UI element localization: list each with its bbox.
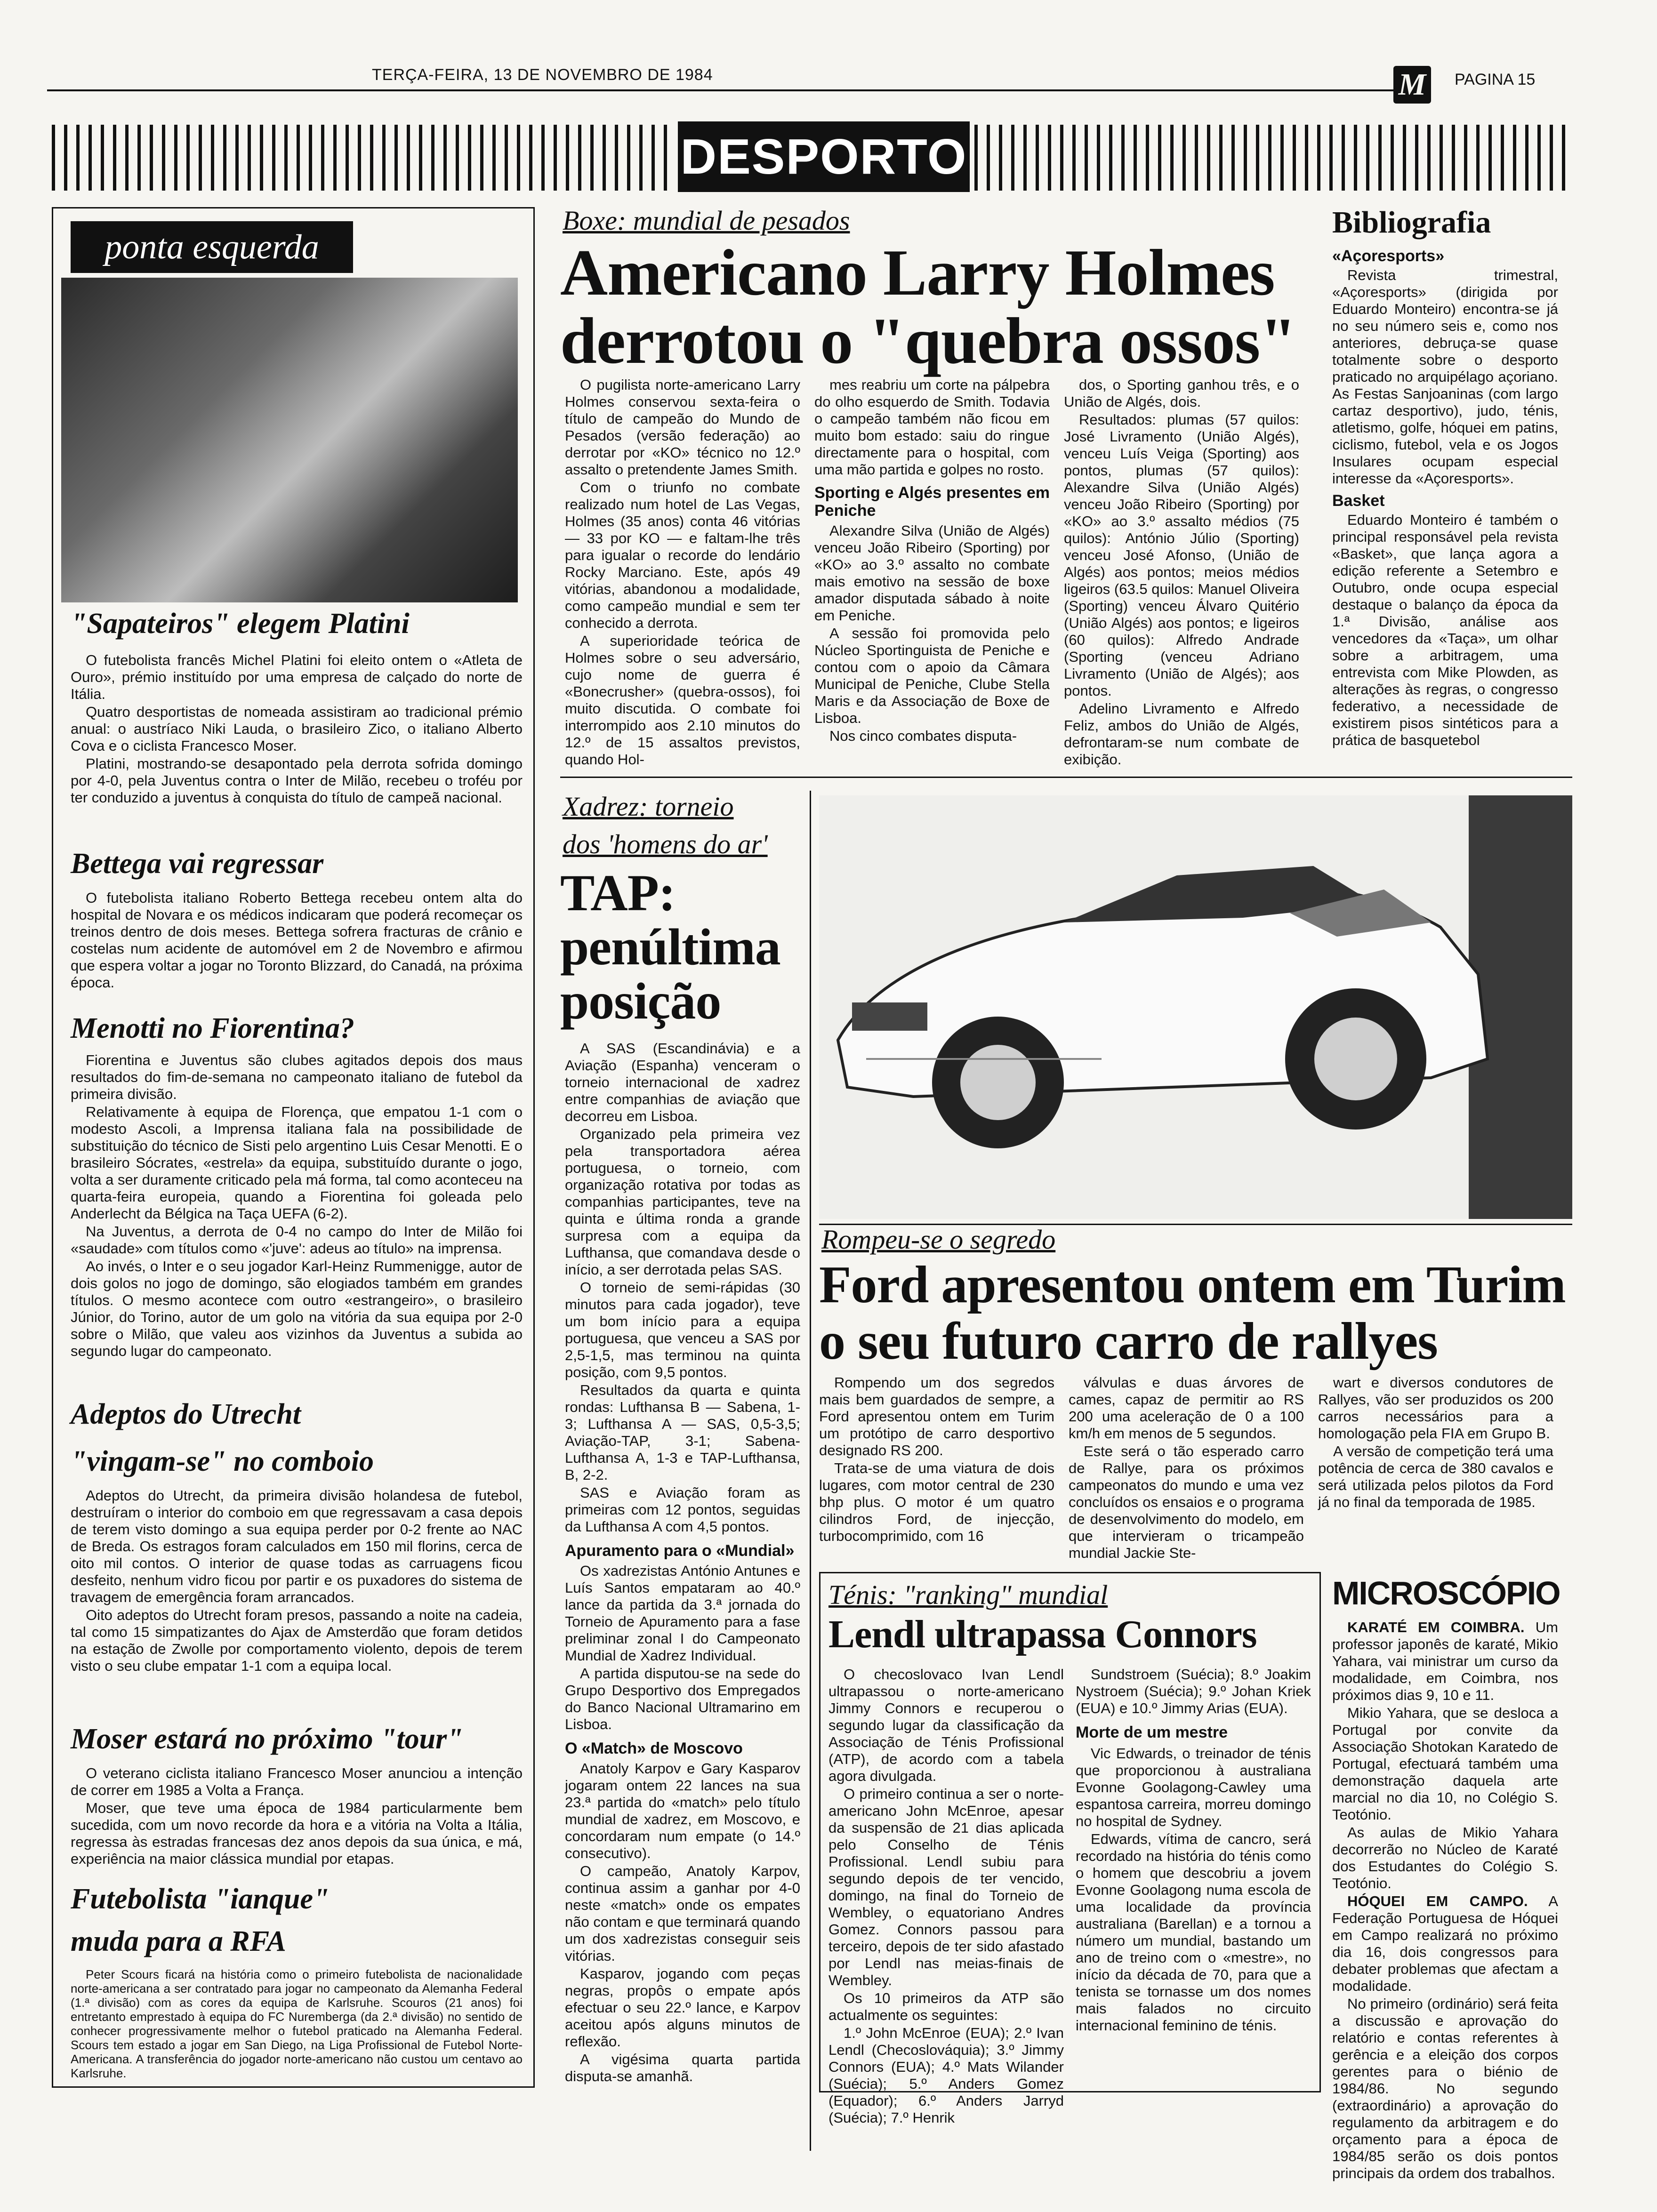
- paragraph: dos, o Sporting ganhou três, e o União de Algés, dois.: [1064, 377, 1299, 410]
- tenis-col-1: [828, 1666, 1064, 2127]
- biblio-sub-1: «Açoresports»: [1332, 247, 1445, 265]
- car-illustration: [819, 795, 1572, 1219]
- paragraph: Peter Scours ficará na história como o primeiro futebolista de nacionalidade norte-americana a ser contratado para jogar no campeonato da Alemanha Federal (1.ª divisão) com as cores da equipa de Karlsruhe. Scouros (21 anos) foi entretanto emprestado à equipa do FC Nuremberga (da 2.ª divisão) no sentido de conhecer progressivamente melhor o futebol praticado na Alemanha Federal. Scours tem estado a jogar em San Diego, na Liga Profissional de Futebol Norte-Americana. A transferência do jogador norte-americano não custou um centavo ao Karlsruhe.: [71, 1967, 523, 2080]
- article-body-utrecht: [71, 1487, 523, 1675]
- microscopio-text-1: Um professor japonês de karaté, Mikio Yahara, vai ministrar um curso da modalidade, em Coimbra, nos próximos dias 9, 10 e 11.: [1332, 1619, 1558, 1703]
- article-body-menotti: [71, 1052, 523, 1361]
- ford-headline-2: o seu futuro carro de rallyes: [819, 1312, 1438, 1370]
- biblio-sub-2: Basket: [1332, 492, 1385, 510]
- boxe-col-1: [565, 377, 800, 769]
- platini-photo: [61, 278, 518, 602]
- article-title-moser: Moser estará no próximo "tour": [71, 1723, 463, 1755]
- banner-hatch-right: [974, 125, 1572, 191]
- paragraph: Resultados: plumas (57 quilos: José Livramento (União Algés), venceu Luís Veiga (Sporting) aos pontos, plumas (57 quilos): Alexandre Silva (União Algés) venceu João Ribeiro (Sporting) por «KO» ao 3.º assalto médios (75 quilos): António Júlio (Sporting) venceu José Afonso, (União de Algés) aos pontos; meios médios ligeiros (63.5 quilos: Manuel Oliveira (Sporting) venceu Álvaro Quitério (União Algés) aos pontos; e ligeiros (60 quilos): Alfredo Andrade (Sporting (venceu Adriano Livramento (União de Algés); aos pontos.: [1064, 411, 1299, 699]
- microscopio-text-2: A Federação Portuguesa de Hóquei em Campo realizará no próximo dia 16, dois congressos para debater problemas que afectam a modalidade.: [1332, 1893, 1558, 1994]
- column-title-banner: [71, 221, 353, 273]
- article-title-platini: "Sapateiros" elegem Platini: [71, 608, 410, 640]
- paragraph: Fiorentina e Juventus são clubes agitados depois dos maus resultados do fim-de-semana no campeonato italiano de futebol da primeira divisão.: [71, 1052, 523, 1102]
- xadrez-sub-2: O «Match» de Moscovo: [565, 1739, 743, 1757]
- paragraph: Anatoly Karpov e Gary Kasparov jogaram ontem 22 lances na sua 23.ª partida do «match» pelo título mundial de xadrez, em Moscovo, e concordaram num empate (o 14.º consecutivo).: [565, 1760, 800, 1861]
- paragraph: Oito adeptos do Utrecht foram presos, passando a noite na cadeia, tal como 15 simpatizantes do Ajax de Amsterdão que foram detidos na estação de Zwolle por comportamento violento, depois de terem visto o seu clube empatar 1-1 com a equipa local.: [71, 1607, 523, 1674]
- newspaper-logo: M: [1393, 66, 1431, 104]
- paragraph: Ao invés, o Inter e o seu jogador Karl-Heinz Rummenigge, autor de dois golos no jogo de domingo, são elogiados também em grandes títulos. O mesmo acontece com outro «estrangeiro», o brasileiro Júnior, do Torino, autor de um golo na vitória da sua equipa por 2-0 sobre o Milão, que valeu aos vizinhos da Juventus a subida ao segundo lugar do campeonato.: [71, 1258, 523, 1359]
- paragraph: Kasparov, jogando com peças negras, propôs o empate após efectuar o seu 22.º lance, e Karpov aceitou após alguns minutos de reflexão.: [565, 1965, 800, 2050]
- paragraph: Revista trimestral, «Açoresports» (dirigida por Eduardo Monteiro) encontra-se já no seu número seis e, como nos anteriores, debruça-se quase totalmente sobre o desporto praticado no arquipélago açoriano. As Festas Sanjoaninas (com largo cartaz desportivo), judo, ténis, atletismo, golfe, hóquei em patins, ciclismo, futebol, vela e os Jogos Insulares ocupam especial interesse da «Açoresports».: [1332, 267, 1558, 487]
- paragraph: Rompendo um dos segredos mais bem guardados de sempre, a Ford apresentou ontem em Turim um protótipo de carro desportivo designado RS 200.: [819, 1374, 1054, 1459]
- xadrez-headline-2: penúltima: [560, 918, 780, 976]
- paragraph: válvulas e duas árvores de cames, capaz de permitir ao RS 200 uma aceleração de 0 a 100 km/h em menos de 5 segundos.: [1069, 1374, 1304, 1442]
- paragraph: Eduardo Monteiro é também o principal responsável pela revista «Basket», que lança agora a edição referente a Setembro e Outubro, onde ocupa especial destaque o balanço da época da 1.ª Divisão, análise aos vencedores da «Taça», um olhar sobre a arbitragem, uma entrevista com Mike Plowden, as alterações às regras, o congresso federativo, a necessidade de existirem pisos sintéticos para a prática de basquetebol: [1332, 512, 1558, 748]
- ford-headline-1: Ford apresentou ontem em Turim: [819, 1256, 1566, 1314]
- xadrez-kicker-1: Xadrez: torneio: [563, 791, 734, 822]
- paragraph: No primeiro (ordinário) será feita a discussão e aprovação do relatório e contas referentes à gerência e a eleição dos corpos gerentes para o biénio de 1984/86. No segundo (extraordinário) a aprovação do regulamento da arbitragem e do orçamento para a época de 1984/85 serão os dois pontos principais da ordem dos trabalhos.: [1332, 1996, 1558, 2181]
- paragraph: A versão de competição terá uma potência de cerca de 380 cavalos e será utilizada pelos pilotos da Ford já no final da temporada de 1985.: [1318, 1443, 1553, 1510]
- xadrez-sub-1: Apuramento para o «Mundial»: [565, 1542, 795, 1560]
- paragraph: Relativamente à equipa de Florença, que empatou 1-1 com o modesto Ascoli, a Imprensa italiana fala na possibilidade de substituição do técnico de Sisti pelo argentino Luis Cesar Menotti. E o brasileiro Sócrates, «estrela» da equipa, substituído durante o jogo, volta a ser duramente criticado pela má forma, tal como aconteceu na quarta-feira europeia, quando a Fiorentina foi goleada pelo Anderlecht da Bélgica na Taça UEFA (6-2).: [71, 1104, 523, 1222]
- paragraph: Resultados da quarta e quinta rondas: Lufthansa B — Sabena, 1-3; Lufthansa A — SAS, 0,5-3,5; Aviação-TAP, 3-1; Sabena-Lufthansa A, 1-3 e TAP-Lufthansa, B, 2-2.: [565, 1382, 800, 1483]
- paragraph: Mikio Yahara, que se desloca a Portugal por convite da Associação Shotokan Karatedo de Portugal, efectuará também uma demonstração daquela arte marcial no dia 10, no Colégio S. Teotónio.: [1332, 1705, 1558, 1823]
- paragraph: Este será o tão esperado carro de Rallye, para os próximos campeonatos do mundo e uma vez concluídos os ensaios e o programa de desenvolvimento do modelo, em que intervieram o tricampeão mundial Jackie Ste-: [1069, 1443, 1304, 1561]
- microscopio-lead-1: KARATÉ EM COIMBRA.: [1347, 1619, 1525, 1635]
- paragraph: O veterano ciclista italiano Francesco Moser anunciou a intenção de correr em 1985 a Volta a França.: [71, 1765, 523, 1798]
- article-title-bettega: Bettega vai regressar: [71, 848, 324, 880]
- xadrez-body: [565, 1040, 800, 2086]
- article-body-bettega: [71, 890, 523, 992]
- paragraph: O torneio de semi-rápidas (30 minutos para cada jogador), teve um bom início para a equipa portuguesa, que venceu a SAS por 2,5-1,5, mas terminou na quinta posição, com 9,5 pontos.: [565, 1279, 800, 1380]
- paragraph: [1332, 1893, 1558, 1995]
- paragraph: A vigésima quarta partida disputa-se amanhã.: [565, 2051, 800, 2084]
- microscopio-body: [1332, 1619, 1558, 2183]
- paragraph: Trata-se de uma viatura de dois lugares, com motor central de 230 bhp plus. O motor é um quatro cilindros Ford, de injecção, turbocomprimido, com 16: [819, 1460, 1054, 1544]
- boxe-headline-2: derrotou o "quebra ossos": [560, 305, 1296, 377]
- paragraph: Na Juventus, a derrota de 0-4 no campo do Inter de Milão foi «saudade» com títulos como «'juve': adeus ao título» na imprensa.: [71, 1223, 523, 1257]
- section-title: DESPORTO: [680, 129, 967, 184]
- paragraph: Organizado pela primeira vez pela transportadora aérea portuguesa, o torneio, com organização rotativa por todas as companhias participantes, teve na quinta e última ronda a grande surpresa com a equipa da Lufthansa, que comandava desde o início, a ser derrotada pelas SAS.: [565, 1126, 800, 1278]
- xadrez-divider: [810, 791, 811, 2151]
- paragraph: Quatro desportistas de nomeada assistiram ao tradicional prémio anual: o austríaco Niki Lauda, o brasileiro Zico, o italiano Alberto Cova e o ciclista Francesco Moser.: [71, 704, 523, 754]
- paragraph: [1332, 1619, 1558, 1704]
- masthead-rule: [47, 89, 1393, 91]
- paragraph: Os 10 primeiros da ATP são actualmente os seguintes:: [828, 1990, 1064, 2023]
- paragraph: Os xadrezistas António Antunes e Luís Santos empataram ao 40.º lance da partida da 3.ª jornada do Torneio de Apuramento para a fase preliminar zonal I do Campeonato Mundial de Xadrez Individual.: [565, 1563, 800, 1664]
- boxe-kicker: Boxe: mundial de pesados: [563, 205, 850, 236]
- paragraph: As aulas de Mikio Yahara decorrerão no Núcleo de Karaté dos Estudantes do Colégio S. Teotónio.: [1332, 1824, 1558, 1891]
- ford-col-3: [1318, 1374, 1553, 1512]
- boxe-col-2: [814, 377, 1050, 745]
- banner-hatch-left: [52, 125, 673, 191]
- boxe-headline-1: Americano Larry Holmes: [560, 236, 1275, 309]
- paragraph: wart e diversos condutores de Rallyes, vão ser produzidos os 200 carros necessários para a homologação pela FIA em Grupo B.: [1318, 1374, 1553, 1442]
- paragraph: Edwards, vítima de cancro, será recordado na história do ténis como o homem que descobriu a jovem Evonne Goolagong numa escola de uma localidade da província australiana (Barellan) e a tornou a número um mundial, bastando um ano de treino com o «mestre», no início da década de 70, para que a tenista se tornasse um dos nomes mais falados no circuito internacional feminino de ténis.: [1076, 1831, 1311, 2034]
- boxe-col-3: [1064, 377, 1299, 769]
- boxe-bottom-rule: [560, 777, 1572, 778]
- ford-col-2: [1069, 1374, 1304, 1563]
- paragraph: O futebolista italiano Roberto Bettega recebeu ontem alta do hospital de Novara e os médicos indicaram que poderá recomeçar os treinos dentro de dois meses. Bettega sofrera fracturas de crânio e costelas num acidente de automóvel em 2 de Novembro e afirmou que espera voltar a jogar no Toronto Blizzard, do Canadá, na próxima época.: [71, 890, 523, 991]
- article-title-ianque-1: Futebolista "ianque": [71, 1883, 330, 1915]
- paragraph: O pugilista norte-americano Larry Holmes conservou sexta-feira o título de campeão do Mundo de Pesados (versão federação) ao derrotar por «KO» técnico no 12.º assalto o pretendente James Smith.: [565, 377, 800, 478]
- biblio-body: [1332, 247, 1558, 750]
- article-title-utrecht-1: Adeptos do Utrecht: [71, 1398, 301, 1430]
- paragraph: A partida disputou-se na sede do Grupo Desportivo dos Empregados do Banco Nacional Ultramarino em Lisboa.: [565, 1665, 800, 1732]
- paragraph: Com o triunfo no combate realizado num hotel de Las Vegas, Holmes (35 anos) conta 46 vitórias — 33 por KO — e faltam-lhe três para igualar o recorde do lendário Rocky Marciano. Este, após 49 vitórias, abandonou a modalidade, como campeão mundial e sem ter conhecido a derrota.: [565, 479, 800, 631]
- article-title-ianque-2: muda para a RFA: [71, 1925, 286, 1957]
- microscopio-title: MICROSCÓPIO: [1332, 1575, 1560, 1611]
- paragraph: O checoslovaco Ivan Lendl ultrapassou o norte-americano Jimmy Connors e recuperou o segundo lugar da classificação da Associação de Ténis Profissional (ATP), de acordo com a tabela agora divulgada.: [828, 1666, 1064, 1784]
- paragraph: A SAS (Escandinávia) e a Aviação (Espanha) venceram o torneio internacional de xadrez entre companhias de aviação que decorreu em Lisboa.: [565, 1040, 800, 1124]
- article-body-ianque: [71, 1967, 523, 2081]
- paragraph: O primeiro continua a ser o norte-americano John McEnroe, apesar da suspensão de 21 dias aplicada pelo Conselho de Ténis Profissional. Lendl subiu para segundo depois de ter vencido, domingo, na final do Torneio de Wembley, o equatoriano Andres Gomez. Connors passou para terceiro, depois de ter sido afastado por Lendl nas meias-finais de Wembley.: [828, 1786, 1064, 1988]
- paragraph: Alexandre Silva (União de Algés) venceu João Ribeiro (Sporting) por «KO» ao 3.º assalto no combate mais emotivo na sessão de boxe amador disputada sábado à noite em Peniche.: [814, 522, 1050, 624]
- article-body-platini: [71, 652, 523, 807]
- tenis-kicker: Ténis: "ranking" mundial: [828, 1579, 1108, 1610]
- boxe-subhead: Sporting e Algés presentes em Peniche: [814, 484, 1050, 520]
- paragraph: A sessão foi promovida pelo Núcleo Sportinguista de Peniche e contou com o apoio da Câmara Municipal de Peniche, Clube Stella Maris e da Associação de Boxe de Lisboa.: [814, 625, 1050, 726]
- paragraph: 1.º John McEnroe (EUA); 2.º Ivan Lendl (Checoslováquia); 3.º Jimmy Connors (EUA); 4.º Mats Wilander (Suécia); 5.º Anders Gomez (Equador); 6.º Anders Jarryd (Suécia); 7.º Henrik: [828, 2025, 1064, 2126]
- ford-kicker: Rompeu-se o segredo: [821, 1224, 1056, 1255]
- xadrez-kicker-2: dos 'homens do ar': [563, 829, 768, 859]
- section-banner: [678, 121, 970, 192]
- article-title-menotti: Menotti no Fiorentina?: [71, 1012, 354, 1044]
- column-title: ponta esquerda: [105, 228, 319, 266]
- biblio-title: Bibliografia: [1332, 205, 1491, 240]
- page-number: PAGINA 15: [1455, 71, 1536, 88]
- paragraph: Vic Edwards, o treinador de ténis que proporcionou à australiana Evonne Goolagong-Cawley uma espantosa carreira, morreu domingo no hospital de Sydney.: [1076, 1745, 1311, 1829]
- paragraph: O futebolista francês Michel Platini foi eleito ontem o «Atleta de Ouro», prémio instituído por uma empresa de calçado do norte de Itália.: [71, 652, 523, 702]
- paragraph: Nos cinco combates disputa-: [829, 728, 1017, 744]
- paragraph: Adeptos do Utrecht, da primeira divisão holandesa de futebol, destruíram o interior do comboio em que regressavam a casa depois de terem visto domingo a sua equipa perder por 0-2 frente ao NAC de Breda. Os estragos foram calculados em 150 mil florins, cerca de oito mil contos. O interior de quase todas as carruagens ficou desfeito, nenhum vidro ficou por partir e os puxadores do sistema de travagem de emergência foram arrancados.: [71, 1487, 523, 1605]
- paragraph: Moser, que teve uma época de 1984 particularmente bem sucedida, com um novo recorde da hora e a vitória na Volta a Itália, regressa às estradas francesas dez anos depois da sua única, e má, experiência na maior clássica mundial por etapas.: [71, 1800, 523, 1867]
- xadrez-headline-1: TAP:: [560, 864, 676, 922]
- paragraph: mes reabriu um corte na pálpebra do olho esquerdo de Smith. Todavia o campeão também não ficou em muito bom estado: saiu do ringue directamente para o hospital, com uma mão partida e golpes no rosto.: [814, 377, 1050, 478]
- paragraph: Sundstroem (Suécia); 8.º Joakim Nystroem (Suécia); 9.º Johan Kriek (EUA) e 10.º Jimmy Arias (EUA).: [1076, 1666, 1311, 1716]
- xadrez-headline-3: posição: [560, 972, 721, 1030]
- tenis-subhead: Morte de um mestre: [1076, 1723, 1228, 1741]
- article-body-moser: [71, 1765, 523, 1868]
- paragraph: O campeão, Anatoly Karpov, continua assim a ganhar por 4-0 neste «match» onde os empates não contam e que terminará quando um dos xadrezistas conseguir seis vitórias.: [565, 1863, 800, 1964]
- tenis-col-2: [1076, 1666, 1311, 2035]
- tenis-headline: Lendl ultrapassa Connors: [828, 1612, 1257, 1656]
- page-date: TERÇA-FEIRA, 13 DE NOVEMBRO DE 1984: [372, 66, 713, 84]
- paragraph: Adelino Livramento e Alfredo Feliz, ambos do União de Algés, defrontaram-se num combate de exibição.: [1064, 700, 1299, 768]
- ford-rs200-photo: [819, 795, 1572, 1219]
- microscopio-lead-2: HÓQUEI EM CAMPO.: [1347, 1893, 1528, 1909]
- paragraph: SAS e Aviação foram as primeiras com 12 pontos, seguidas da Lufthansa A com 4,5 pontos.: [565, 1484, 800, 1535]
- paragraph: A superioridade teórica de Holmes sobre o seu adversário, cujo nome de guerra é «Bonecrusher» (quebra-ossos), foi muito discutida. O combate foi interrompido aos 2.10 minutos do 12.º de 15 assaltos previstos, quando Hol-: [565, 633, 800, 768]
- ford-col-1: [819, 1374, 1054, 1546]
- paragraph: Platini, mostrando-se desapontado pela derrota sofrida domingo por 4-0, pela Juventus contra o Inter de Milão, recebeu o troféu por ter conduzido a juventus à conquista do título de campeã nacional.: [71, 755, 523, 806]
- article-title-utrecht-2: "vingam-se" no comboio: [71, 1445, 374, 1477]
